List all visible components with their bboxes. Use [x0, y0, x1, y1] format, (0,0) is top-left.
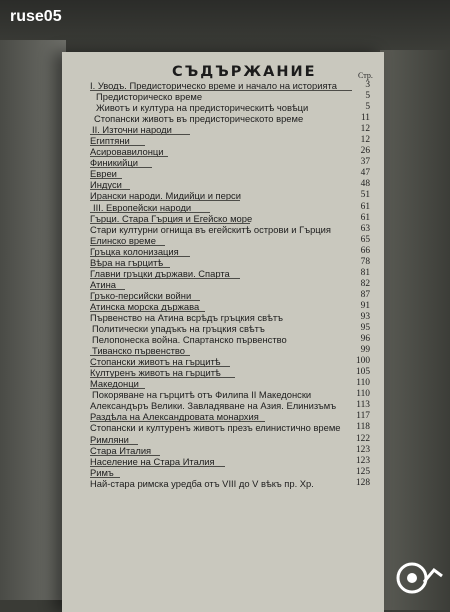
toc-entry: [90, 124, 370, 135]
toc-entry-title: Римъ: [90, 466, 114, 478]
toc-entry-page: 11: [360, 113, 370, 124]
toc-entry-page: 100: [355, 356, 370, 367]
toc-entry-page: 5: [365, 102, 370, 113]
toc-entry-page: 123: [355, 455, 370, 466]
toc-entry-page: 5: [365, 91, 370, 102]
toc-entry-title: Стопански и културенъ животъ презъ елинистично време: [90, 422, 341, 434]
toc-entry: [90, 467, 370, 478]
toc-entry-title: Стара Италия: [90, 444, 152, 456]
toc-entry: [90, 334, 370, 345]
toc-entry-title: Най-стара римска уредба отъ VIII до V вѣкъ пр. Хр.: [90, 477, 314, 489]
toc-entry-title: Политически упадъкъ на гръцкия свѣтъ: [92, 323, 265, 335]
toc-entry: [90, 246, 370, 257]
toc-entry-page: 61: [360, 212, 370, 223]
toc-entry-title: Гръцка колонизация: [90, 245, 179, 257]
toc-entry: [90, 91, 370, 102]
toc-entry-title: Стопански животъ на гърцитѣ: [90, 356, 221, 368]
toc-entry-title: Пелопонеска война. Спартанско първенство: [92, 334, 287, 346]
toc-entry: [90, 213, 370, 224]
toc-entry-page: 26: [360, 146, 370, 157]
toc-entry: [90, 179, 370, 190]
toc-entry-title: Животъ и култура на предисторическитѣ човѣци: [96, 102, 309, 114]
toc-entry-page: 95: [360, 323, 370, 334]
toc-entry-title: Население на Стара Италия: [90, 455, 215, 467]
toc-entry: [90, 434, 370, 445]
toc-entry: [90, 400, 370, 411]
toc-entry-title: Евреи: [90, 168, 117, 180]
toc-entry-page: 113: [356, 400, 370, 411]
toc-entry-page: 110: [356, 389, 370, 400]
toc-entry-page: 51: [360, 190, 370, 201]
toc-entry-title: Атинска морска държава: [90, 300, 200, 312]
toc-entry: [90, 257, 370, 268]
toc-entry-page: 48: [360, 179, 370, 190]
toc-entry-title: Финикийци: [90, 157, 138, 169]
toc-entry-page: 110: [356, 378, 370, 389]
toc-entry: [90, 301, 370, 312]
toc-entry-title: Римляни: [90, 433, 129, 445]
background-right: [380, 50, 450, 610]
toc-entry-page: 78: [360, 256, 370, 267]
toc-entry-page: 37: [360, 157, 370, 168]
toc-entry-title: III. Европейски народи: [93, 201, 192, 213]
toc-entry-title: Предисторическо време: [96, 91, 203, 103]
toc-entry-title: Раздѣла на Александровата монархия: [90, 411, 259, 423]
toc-entry-page: 66: [360, 245, 370, 256]
toc-entry-page: 125: [355, 466, 370, 477]
toc-entry: [90, 279, 370, 290]
toc-entry: [90, 378, 370, 389]
toc-entry: [90, 224, 370, 235]
toc-entry-page: 91: [360, 300, 370, 311]
toc-entry-page: 61: [360, 201, 370, 212]
toc-entry: [90, 235, 370, 246]
toc-entry-page: 65: [360, 234, 370, 245]
toc-entry-page: 81: [360, 267, 370, 278]
toc-entry: [90, 157, 370, 168]
toc-entry-title: II. Източни народи: [92, 124, 172, 136]
toc-entry: [90, 268, 370, 279]
background-left: [0, 40, 66, 600]
background-top: [0, 0, 450, 55]
toc-entry-page: 63: [360, 223, 370, 234]
toc-entry-page: 118: [356, 422, 370, 433]
toc-entry: [90, 290, 370, 301]
table-of-contents: [90, 80, 370, 489]
watermark: ruse05: [10, 8, 62, 25]
toc-entry-title: Македонци: [90, 378, 139, 390]
toc-entry: [90, 478, 370, 489]
toc-entry: [90, 411, 370, 422]
seller-logo: [394, 560, 446, 596]
toc-entry: [90, 422, 370, 433]
toc-entry-title: I. Уводъ. Предисторическо време и начало на историята: [90, 80, 337, 91]
toc-entry-title: Атина: [90, 278, 116, 290]
toc-entry-title: Гръко-персийски войни: [90, 289, 192, 301]
page-column-label: Стр.: [358, 71, 373, 80]
toc-entry-title: Гърци. Стара Гърция и Егейско море: [90, 212, 253, 224]
toc-entry-page: 87: [360, 289, 370, 300]
toc-entry: [90, 323, 370, 334]
toc-entry-page: 12: [360, 124, 370, 135]
toc-entry-page: 96: [360, 334, 370, 345]
toc-entry: [90, 168, 370, 179]
toc-entry: [90, 445, 370, 456]
page-title: СЪДЪРЖАНИЕ: [172, 64, 317, 80]
toc-entry: [90, 312, 370, 323]
toc-entry: [90, 456, 370, 467]
toc-entry-page: 105: [355, 367, 370, 378]
toc-entry-title: Главни гръцки държави. Спарта: [90, 267, 230, 279]
toc-entry: [90, 345, 370, 356]
toc-entry: [90, 190, 370, 201]
toc-entry-title: Египтяни: [90, 135, 130, 147]
toc-entry: [90, 367, 370, 378]
toc-entry-title: Първенство на Атина всрѣдъ гръцкия свѣтъ: [90, 311, 284, 323]
toc-entry-page: 12: [360, 135, 370, 146]
toc-entry-title: Стари културни огнища въ егейскитѣ острови и Гърция: [90, 223, 331, 235]
toc-entry-title: Елинско време: [90, 234, 156, 246]
toc-entry-title: Културенъ животъ на гърцитѣ: [90, 367, 221, 379]
toc-entry: [90, 146, 370, 157]
toc-entry-page: 3: [365, 80, 370, 90]
toc-entry: [90, 80, 370, 91]
toc-entry-page: 117: [356, 411, 370, 422]
toc-entry-page: 128: [355, 477, 370, 488]
toc-entry-page: 82: [360, 278, 370, 289]
toc-entry-title: Александъръ Велики. Завладяване на Азия. Елинизъмъ: [90, 400, 337, 412]
toc-entry: [90, 202, 370, 213]
toc-entry: [90, 113, 370, 124]
toc-entry-page: 122: [355, 433, 370, 444]
toc-entry: [90, 135, 370, 146]
toc-entry: [90, 389, 370, 400]
logo-dot: [407, 573, 417, 583]
toc-entry: [90, 102, 370, 113]
toc-entry-page: 47: [360, 168, 370, 179]
toc-entry-title: Тиванско първенство: [92, 345, 186, 357]
toc-entry-title: Ирански народи. Мидийци и перси: [90, 190, 241, 202]
toc-entry-page: 99: [360, 345, 370, 356]
toc-entry-page: 93: [360, 311, 370, 322]
toc-entry-page: 123: [355, 444, 370, 455]
toc-entry-title: Асировавилонци: [90, 146, 164, 158]
toc-entry-title: Вѣра на гърцитѣ: [90, 256, 164, 268]
toc-entry: [90, 356, 370, 367]
toc-entry-title: Индуси: [90, 179, 122, 191]
toc-entry-title: Покоряване на гърцитѣ отъ Филипа II Македонски: [92, 389, 312, 401]
toc-entry-title: Стопански животъ въ предисторическото време: [94, 113, 304, 125]
